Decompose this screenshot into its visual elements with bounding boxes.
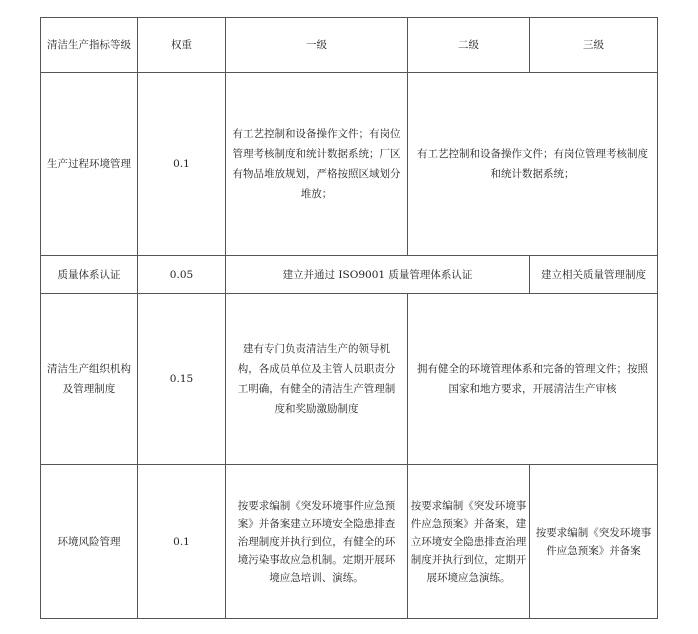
header-level2: 二级 <box>408 18 530 73</box>
clean-production-table <box>40 17 658 619</box>
row-level3: 建立相关质量管理制度 <box>530 256 658 294</box>
row-weight: 0.15 <box>138 294 226 465</box>
table-row <box>41 294 658 465</box>
header-indicator: 清洁生产指标等级 <box>41 18 138 73</box>
row-level1: 建有专门负责清洁生产的领导机构，各成员单位及主管人员职责分工明确，有健全的清洁生产管理制度和奖励激励制度 <box>226 294 408 465</box>
table-row <box>41 465 658 619</box>
row-name: 环境风险管理 <box>41 465 138 619</box>
table-row <box>41 73 658 256</box>
row-level2-3: 有工艺控制和设备操作文件；有岗位管理考核制度和统计数据系统； <box>408 73 658 256</box>
row-weight: 0.05 <box>138 256 226 294</box>
table-header-row <box>41 18 658 73</box>
row-name: 清洁生产组织机构及管理制度 <box>41 294 138 465</box>
row-level3: 按要求编制《突发环境事件应急预案》并备案 <box>530 465 658 619</box>
row-weight: 0.1 <box>138 465 226 619</box>
row-level1-2: 建立并通过 ISO9001 质量管理体系认证 <box>226 256 530 294</box>
header-weight: 权重 <box>138 18 226 73</box>
row-weight: 0.1 <box>138 73 226 256</box>
row-level2: 按要求编制《突发环境事件应急预案》并备案，建立环境安全隐患排查治理制度并执行到位，定期开展环境应急演练。 <box>408 465 530 619</box>
row-level1: 按要求编制《突发环境事件应急预案》并备案建立环境安全隐患排查治理制度并执行到位，有健全的环境污染事故应急机制。定期开展环境应急培训、演练。 <box>226 465 408 619</box>
row-name: 质量体系认证 <box>41 256 138 294</box>
row-level1: 有工艺控制和设备操作文件；有岗位管理考核制度和统计数据系统；厂区有物品堆放规划，严格按照区域划分堆放； <box>226 73 408 256</box>
row-level2-3: 拥有健全的环境管理体系和完备的管理文件；按照国家和地方要求，开展清洁生产审核 <box>408 294 658 465</box>
header-level1: 一级 <box>226 18 408 73</box>
row-name: 生产过程环境管理 <box>41 73 138 256</box>
header-level3: 三级 <box>530 18 658 73</box>
table-row <box>41 256 658 294</box>
